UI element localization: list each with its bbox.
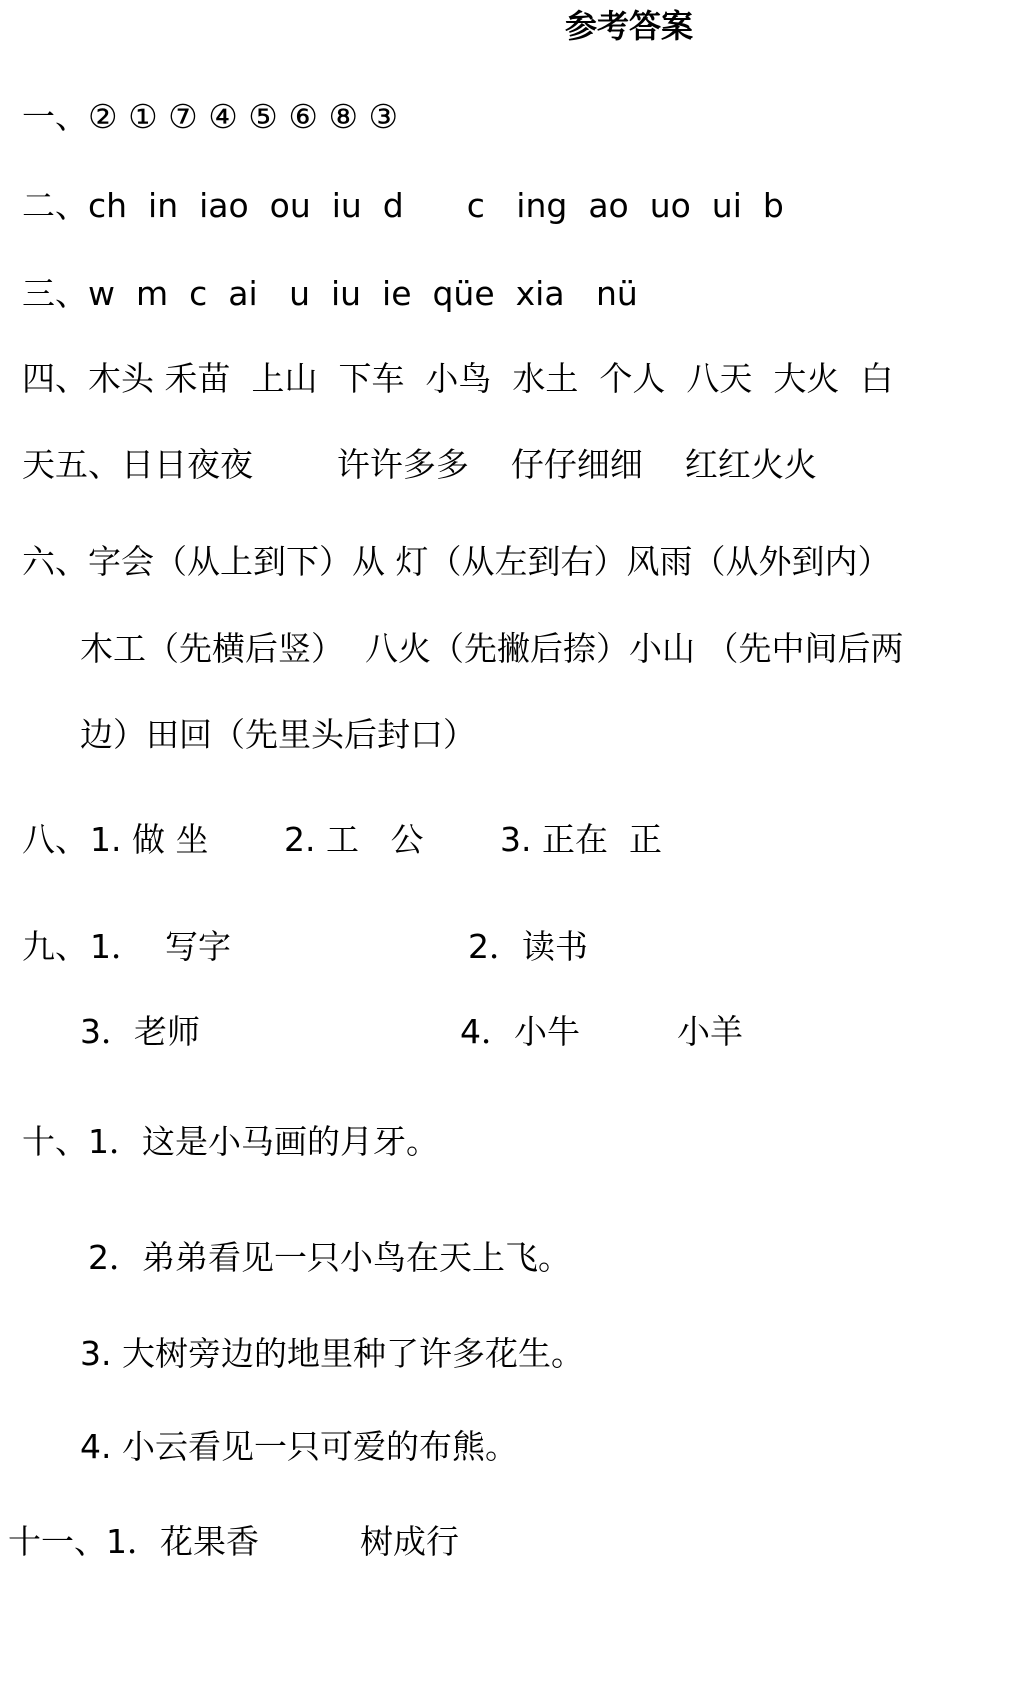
answer-8-item-2: 2. 工 公 — [284, 820, 424, 859]
answer-section-10-line-4: 4. 小云看见一只可爱的布熊。 — [80, 1427, 518, 1466]
answer-8-item-1: 1. 做 坐 — [90, 820, 209, 859]
answer-section-9-label: 九、 — [22, 927, 88, 966]
answer-11-item-1-extra: 树成行 — [360, 1522, 459, 1561]
answer-section-6-line-2: 木工（先横后竖） 八火（先撇后捺）小山 （先中间后两 — [80, 629, 904, 668]
answer-8-item-3: 3. 正在 正 — [500, 820, 662, 859]
answer-section-6-line-1: 六、字会（从上到下）从 灯（从左到右）风雨（从外到内） — [22, 542, 891, 581]
answer-section-8-label: 八、 — [22, 820, 88, 859]
answer-section-2: 二、ch in iao ou iu d c ing ao uo ui b — [22, 186, 784, 225]
answer-section-10-line-2: 2．弟弟看见一只小鸟在天上飞。 — [88, 1238, 571, 1277]
answer-section-1: 一、② ① ⑦ ④ ⑤ ⑥ ⑧ ③ — [22, 97, 399, 136]
answer-9-item-3: 3．老师 — [80, 1012, 200, 1051]
answer-section-4: 四、木头 禾苗 上山 下车 小鸟 水土 个人 八天 大火 白 — [22, 359, 894, 398]
answer-section-10-line-3: 3. 大树旁边的地里种了许多花生。 — [80, 1334, 584, 1373]
answer-section-3: 三、w m c ai u iu ie qüe xia nü — [22, 274, 638, 313]
answer-section-6-line-3: 边）田回（先里头后封口） — [80, 715, 476, 754]
answer-11-item-1: 1．花果香 — [106, 1522, 259, 1561]
answer-9-item-2: 2．读书 — [468, 927, 588, 966]
answer-section-5: 天五、日日夜夜 许许多多 仔仔细细 红红火火 — [22, 445, 817, 484]
answer-section-11-label: 十一、 — [8, 1522, 107, 1561]
answer-section-10-line-1: 十、1．这是小马画的月牙。 — [22, 1122, 439, 1161]
answer-9-item-4: 4．小牛 — [460, 1012, 580, 1051]
answer-9-item-1: 1． 写字 — [90, 927, 231, 966]
page-title: 参考答案 — [565, 7, 694, 45]
answer-9-item-4-extra: 小羊 — [677, 1012, 743, 1051]
